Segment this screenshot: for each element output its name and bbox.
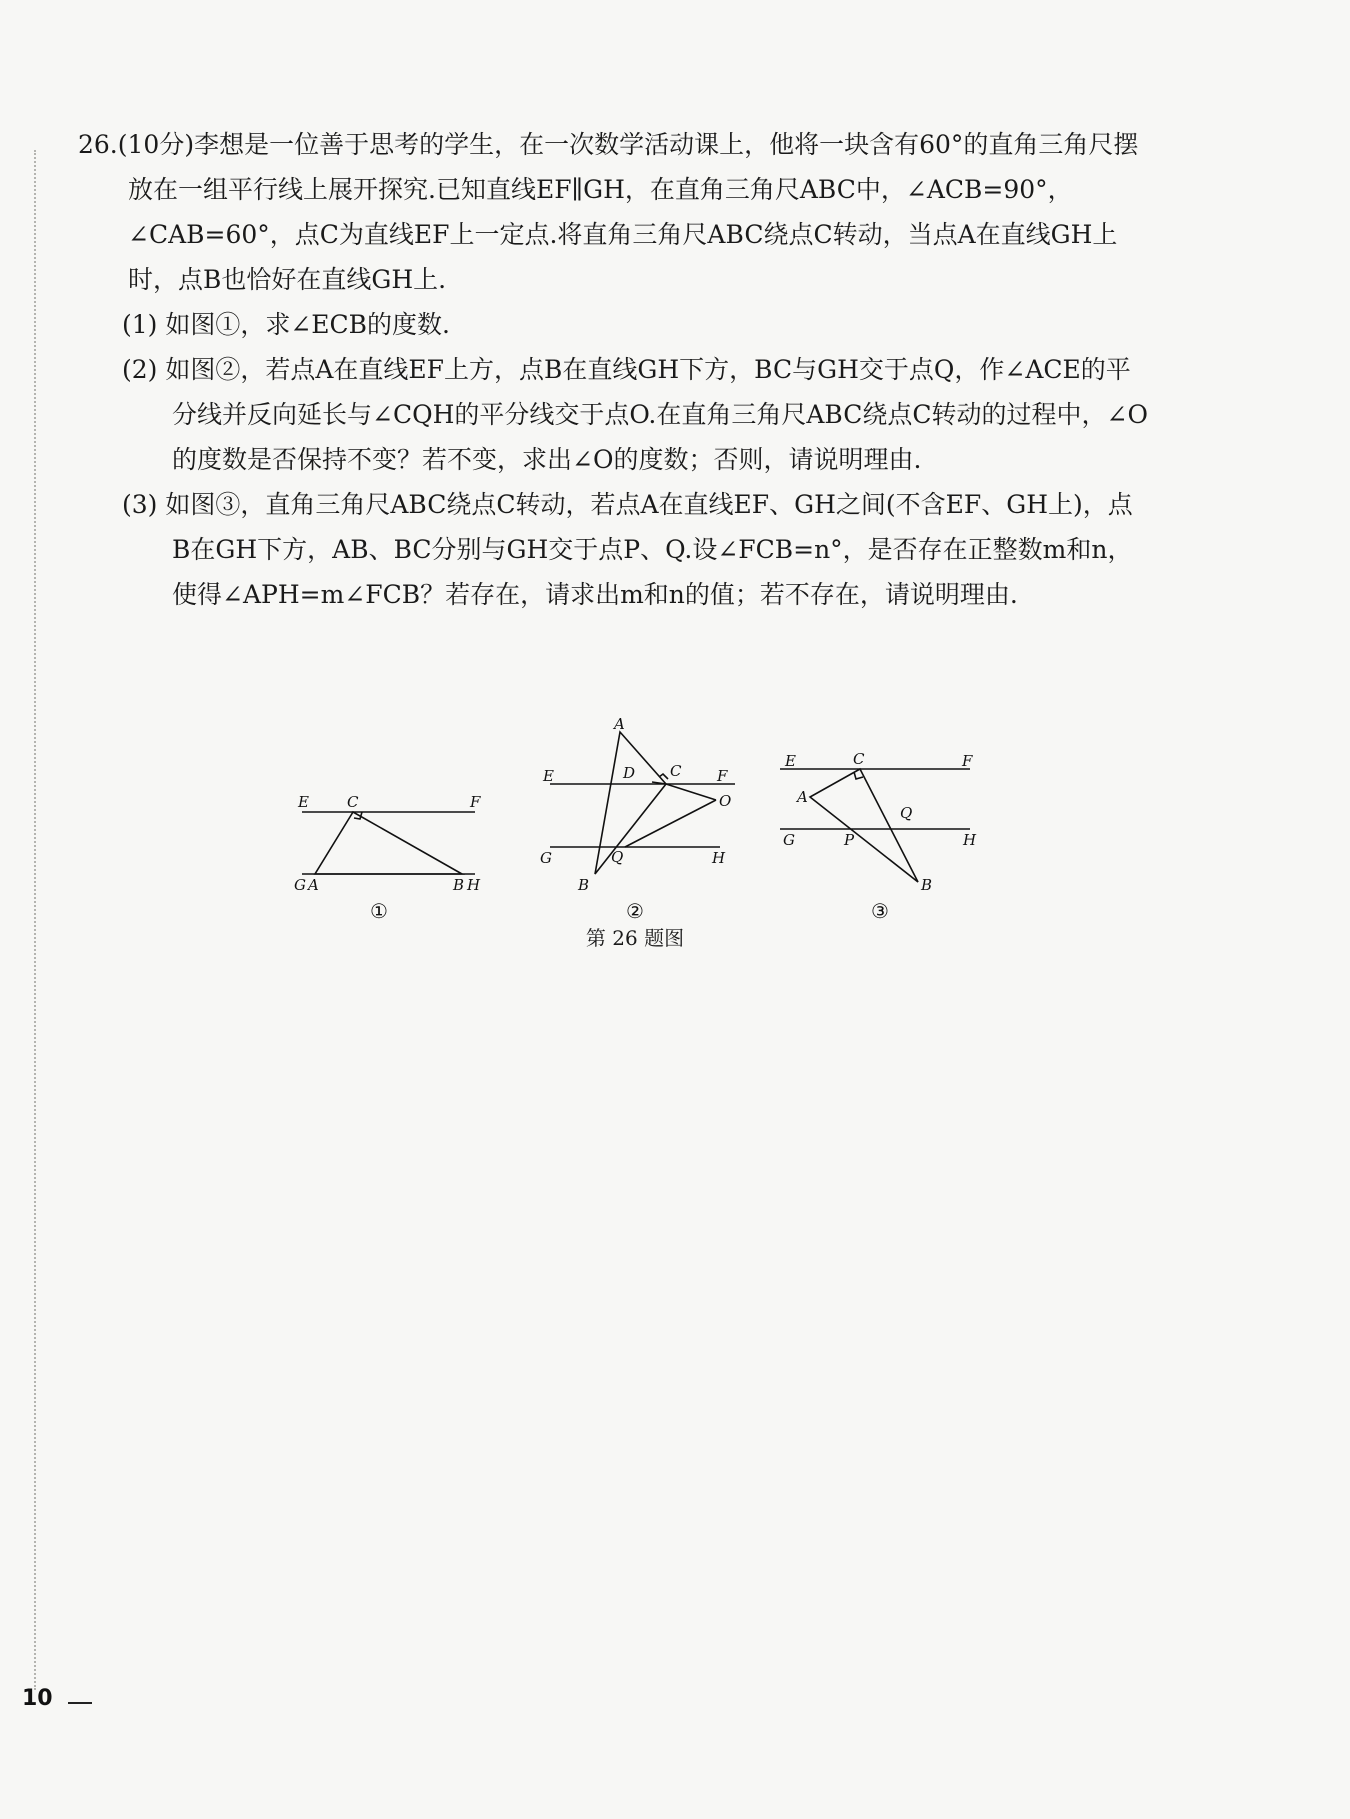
- fig3-number: ③: [871, 899, 889, 922]
- fig1-label-a: A: [308, 876, 319, 894]
- figure-2: [550, 732, 735, 874]
- fig3-label-b: B: [921, 876, 933, 894]
- fig2-label-e: E: [543, 767, 554, 785]
- problem-intro: 26.(10分)李想是一位善于思考的学生，在一次数学活动课上，他将一块含有60°的直角三角尺摆放在一组平行线上展开探究.已知直线EF∥GH，在直角三角尺ABC中，∠ACB=90°，∠CAB=60°，点C为直线EF上一定点.将直角三角尺ABC绕点C转动，当点A在直线GH上时，点B也恰好在直线GH上.: [78, 130, 1139, 294]
- fig3-label-f: F: [962, 752, 973, 770]
- problem-part-3: (3) 如图③，直角三角尺ABC绕点C转动，若点A在直线EF、GH之间(不含EF、GH上)，点B在GH下方，AB、BC分别与GH交于点P、Q.设∠FCB=n°，是否存在正整数m和n，使得∠APH=m∠FCB？若存在，请求出m和n的值；若不存在，请说明理由.: [122, 490, 1133, 609]
- figure-1: [302, 812, 475, 874]
- fig1-label-h: H: [467, 876, 481, 894]
- problem-part-2: (2) 如图②，若点A在直线EF上方，点B在直线GH下方，BC与GH交于点Q，作∠ACE的平分线并反向延长与∠CQH的平分线交于点O.在直角三角尺ABC绕点C转动的过程中，∠O的度数是否保持不变？若不变，求出∠O的度数；否则，请说明理由.: [122, 355, 1148, 474]
- problem-26: [78, 122, 1148, 617]
- fig3-label-g: G: [783, 831, 795, 849]
- fig2-label-q: Q: [611, 848, 624, 866]
- page-number-dash: [68, 1702, 92, 1704]
- fig1-label-b: B: [453, 876, 465, 894]
- fig2-bisector-qo: [625, 800, 716, 847]
- fig3-label-p: P: [844, 831, 855, 849]
- fig2-bisector-co: [666, 784, 716, 800]
- margin-dotted-rule: [34, 150, 36, 1690]
- geometry-figures: [280, 712, 990, 922]
- fig3-triangle-abc: [810, 769, 918, 882]
- figure-caption: 第 26 题图: [585, 926, 685, 950]
- fig2-label-h: H: [712, 849, 726, 867]
- figure-3: [780, 769, 970, 882]
- page-number: 10: [22, 1686, 53, 1711]
- fig2-label-a: A: [614, 715, 625, 733]
- fig2-label-d: D: [623, 764, 636, 782]
- fig3-label-q: Q: [900, 804, 913, 822]
- figure-group: [280, 712, 990, 952]
- fig1-label-f: F: [470, 793, 481, 811]
- fig2-label-f: F: [717, 767, 728, 785]
- fig2-triangle-abc: [595, 732, 666, 874]
- fig1-label-c: C: [347, 793, 359, 811]
- fig2-label-b: B: [578, 876, 590, 894]
- fig1-label-g: G: [294, 876, 306, 894]
- fig2-label-g: G: [540, 849, 552, 867]
- fig2-number: ②: [626, 899, 644, 922]
- fig1-number: ①: [370, 899, 388, 922]
- fig3-label-h: H: [963, 831, 977, 849]
- fig3-label-e: E: [785, 752, 796, 770]
- fig2-label-c: C: [670, 762, 682, 780]
- problem-part-1: (1) 如图①，求∠ECB的度数.: [122, 310, 451, 339]
- fig3-label-a: A: [797, 788, 808, 806]
- fig1-triangle-abc: [315, 812, 462, 874]
- fig3-label-c: C: [853, 750, 865, 768]
- fig2-label-o: O: [719, 792, 732, 810]
- fig1-label-e: E: [298, 793, 309, 811]
